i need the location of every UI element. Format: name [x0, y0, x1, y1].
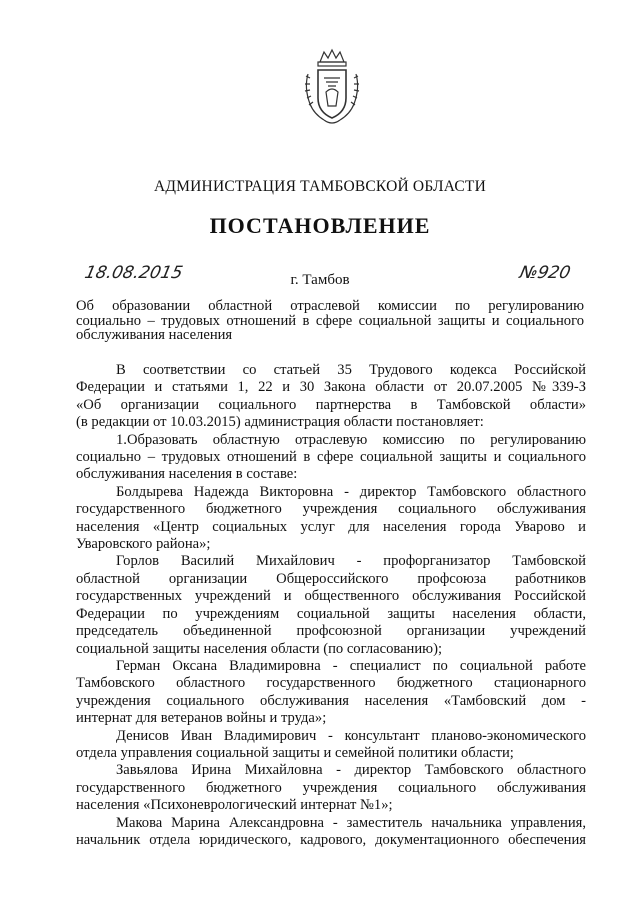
- body-line: государственного бюджетного учреждения социального обслуживания: [76, 501, 586, 518]
- body-line: В соответствии со статьей 35 Трудового кодекса Российской: [116, 362, 586, 378]
- body-line: (в редакции от 10.03.2015) администрация области постановляет:: [76, 414, 484, 431]
- body-line: Герман Оксана Владимировна - специалист по социальной работе: [116, 657, 586, 674]
- body-line: социально – трудовых отношений в сфере социальной защиты и социального: [76, 449, 586, 466]
- body-line: Болдырева Надежда Викторовна - директор Тамбовского областного: [116, 483, 586, 500]
- document-date: 18.08.2015: [82, 263, 185, 283]
- body-line: населения «Центр социальных услуг для населения города Уварово и: [76, 518, 586, 535]
- body-line: председатель объединенной профсоюзной организации учреждений: [76, 623, 586, 640]
- body-line: Уваровского района»;: [76, 536, 211, 553]
- body-line: учреждения социального обслуживания населения «Тамбовский дом -: [76, 692, 586, 709]
- body-line: обслуживания населения в составе:: [76, 466, 298, 483]
- body-line: отдела управления социальной защиты и семейной политики области;: [76, 744, 514, 761]
- body-line: областной организации Общероссийского профсоюза работников: [76, 570, 586, 587]
- document-body: [76, 362, 586, 849]
- document-city: г. Тамбов: [290, 272, 350, 288]
- coat-of-arms-emblem: [300, 48, 364, 128]
- body-line: Федерации и статьями 1, 22 и 30 Закона области от 20.07.2005 №339-З: [76, 379, 586, 396]
- body-line: 1.Образовать областную отраслевую комиссию по регулированию: [116, 431, 586, 448]
- body-line: государственного бюджетного учреждения социального обслуживания: [76, 779, 586, 796]
- body-line: Горлов Василий Михайлович - профорганизатор Тамбовской: [116, 553, 586, 570]
- subject-line: Об образовании областной отраслевой комиссии по регулированию: [76, 298, 584, 314]
- document-subject: [76, 299, 584, 343]
- document-number: №920: [517, 263, 573, 283]
- subject-line: обслуживания населения: [76, 327, 233, 343]
- organization-name: АДМИНИСТРАЦИЯ ТАМБОВСКОЙ ОБЛАСТИ: [154, 178, 486, 195]
- subject-line: социально – трудовых отношений в сфере социальной защиты и социального: [76, 312, 584, 329]
- body-line: Федерации по учреждениям социальной защиты населения области,: [76, 605, 586, 622]
- body-line: Денисов Иван Владимирович - консультант планово-экономического: [116, 727, 586, 744]
- body-line: государственных учреждений и общественного обслуживания Российской: [76, 588, 586, 605]
- body-line: «Об организации социального партнерства в Тамбовской области»: [76, 396, 586, 413]
- body-line: Завьялова Ирина Михайловна - директор Тамбовского областного: [116, 762, 586, 779]
- body-line: социальной защиты населения области (по согласованию);: [76, 640, 442, 657]
- body-line: Тамбовского областного государственного бюджетного стационарного: [76, 675, 586, 692]
- body-line: начальник отдела юридического, кадрового, документационного обеспечения: [76, 831, 586, 848]
- body-line: Макова Марина Александровна - заместитель начальника управления,: [116, 814, 586, 831]
- document-title: ПОСТАНОВЛЕНИЕ: [209, 213, 431, 238]
- body-line: населения «Психоневрологический интернат №1»;: [76, 797, 393, 814]
- body-line: интернат для ветеранов войны и труда»;: [76, 710, 327, 727]
